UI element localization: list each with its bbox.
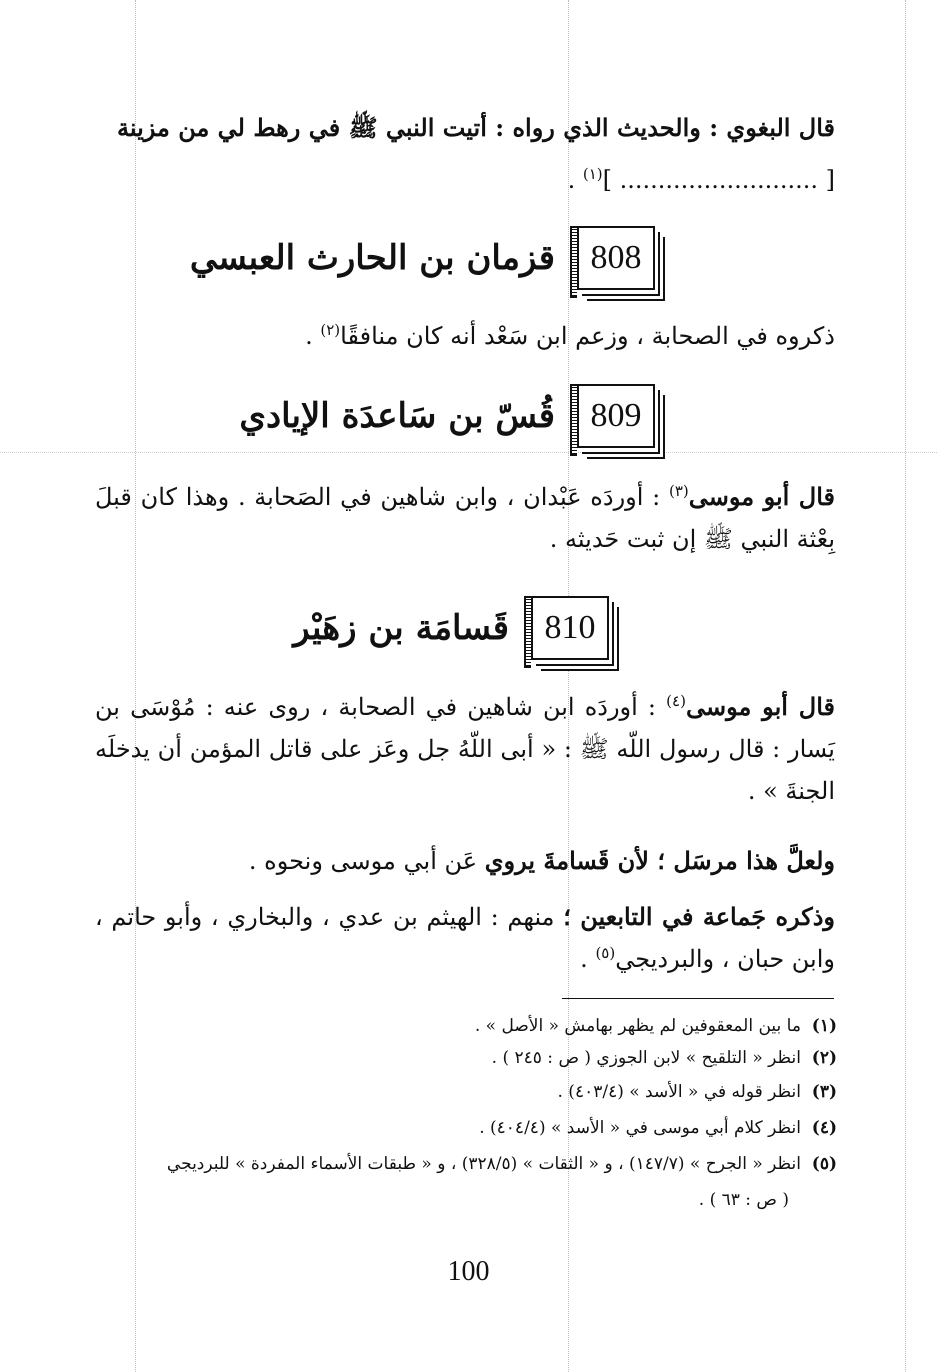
footnote-ref: (٢) <box>320 321 341 339</box>
entry-title: قزمان بن الحارث العبسي <box>189 238 555 278</box>
footnote-ref: (٣) <box>668 482 689 500</box>
footnote-ref: (٤) <box>666 692 686 710</box>
footnote: (٥) انظر « الجرح » (١٤٧/٧) ، و « الثقات » (٣٢٨/٥) ، و « طبقات الأسماء المفردة » للبرديجي <box>166 1154 837 1174</box>
footnote: (٣) انظر قوله في « الأسد » (٤٠٣/٤) . <box>557 1082 837 1102</box>
intro-line-1 <box>117 110 835 146</box>
remark-paragraph: ولعلَّ هذا مرسَل ؛ لأن قَسامةَ يروي عَن أبي موسى ونحوه . <box>248 846 835 875</box>
footnote-continuation: ( ص : ٦٣ ) . <box>698 1190 789 1210</box>
entry-808-text: ذكروه في الصحابة ، وزعم ابن سَعْد أنه كان منافقًا$^{(٢)}$ . <box>305 321 835 350</box>
entry-heading-810 <box>293 596 609 660</box>
footnote-separator <box>562 998 834 999</box>
entry-809-text: قال أبو موسى$^{(٣)}$ : أوردَه عَبْدان ، وابن شاهين في الصَحابة . وهذا كان قبلَ بِعْثة النبي ﷺ إن ثبت حَديثه . <box>95 482 835 553</box>
footnote-ref: (٥) <box>595 944 616 962</box>
entry-heading-808 <box>190 226 655 290</box>
scan-guide-line <box>0 452 937 453</box>
page-number: 100 <box>447 1256 490 1287</box>
entry-title: قُسّ بن سَاعدَة الإيادي <box>239 396 555 436</box>
intro-line-2: [ .......................... ]$^{(١)}$ . <box>567 165 835 194</box>
entry-number-box: 808 <box>577 226 655 290</box>
remark-paragraph: وذكره جَماعة في التابعين ؛ منهم : الهيثم بن عدي ، والبخاري ، وأبو حاتم ، وابن حبان ، والبرديجي$^{(٥)}$ . <box>95 902 836 973</box>
missing-text-bracket: [ .......................... ] <box>602 166 835 194</box>
scan-guide-line <box>905 0 906 1372</box>
footnote: (٤) انظر كلام أبي موسى في « الأسد » (٤٠٤/٤) . <box>479 1118 837 1138</box>
entry-number-box: 809 <box>577 384 655 448</box>
footnote: (١) ما بين المعقوفين لم يظهر بهامش « الأصل » . <box>474 1016 837 1036</box>
entry-810-text: قال أبو موسى$^{(٤)}$ : أوردَه ابن شاهين في الصحابة ، روى عنه : مُوْسَى بن يَسار : قال رسول اللّه ﷺ : « أبى اللّهُ جل وعَز على قاتل المؤمن أن يدخلَه الجنةَ » . <box>95 692 836 805</box>
footnote: (٢) انظر « التلقيح » لابن الجوزي ( ص : ٢٤٥ ) . <box>491 1048 837 1068</box>
entry-number-box: 810 <box>531 596 609 660</box>
entry-title: قَسامَة بن زهَيْر <box>293 608 509 648</box>
entry-heading-809 <box>239 384 655 448</box>
intro-text: قال البغوي : والحديث الذي رواه : أتيت النبي ﷺ في رهط لي من مزينة <box>116 113 835 142</box>
footnote-ref: (١) <box>582 165 603 183</box>
